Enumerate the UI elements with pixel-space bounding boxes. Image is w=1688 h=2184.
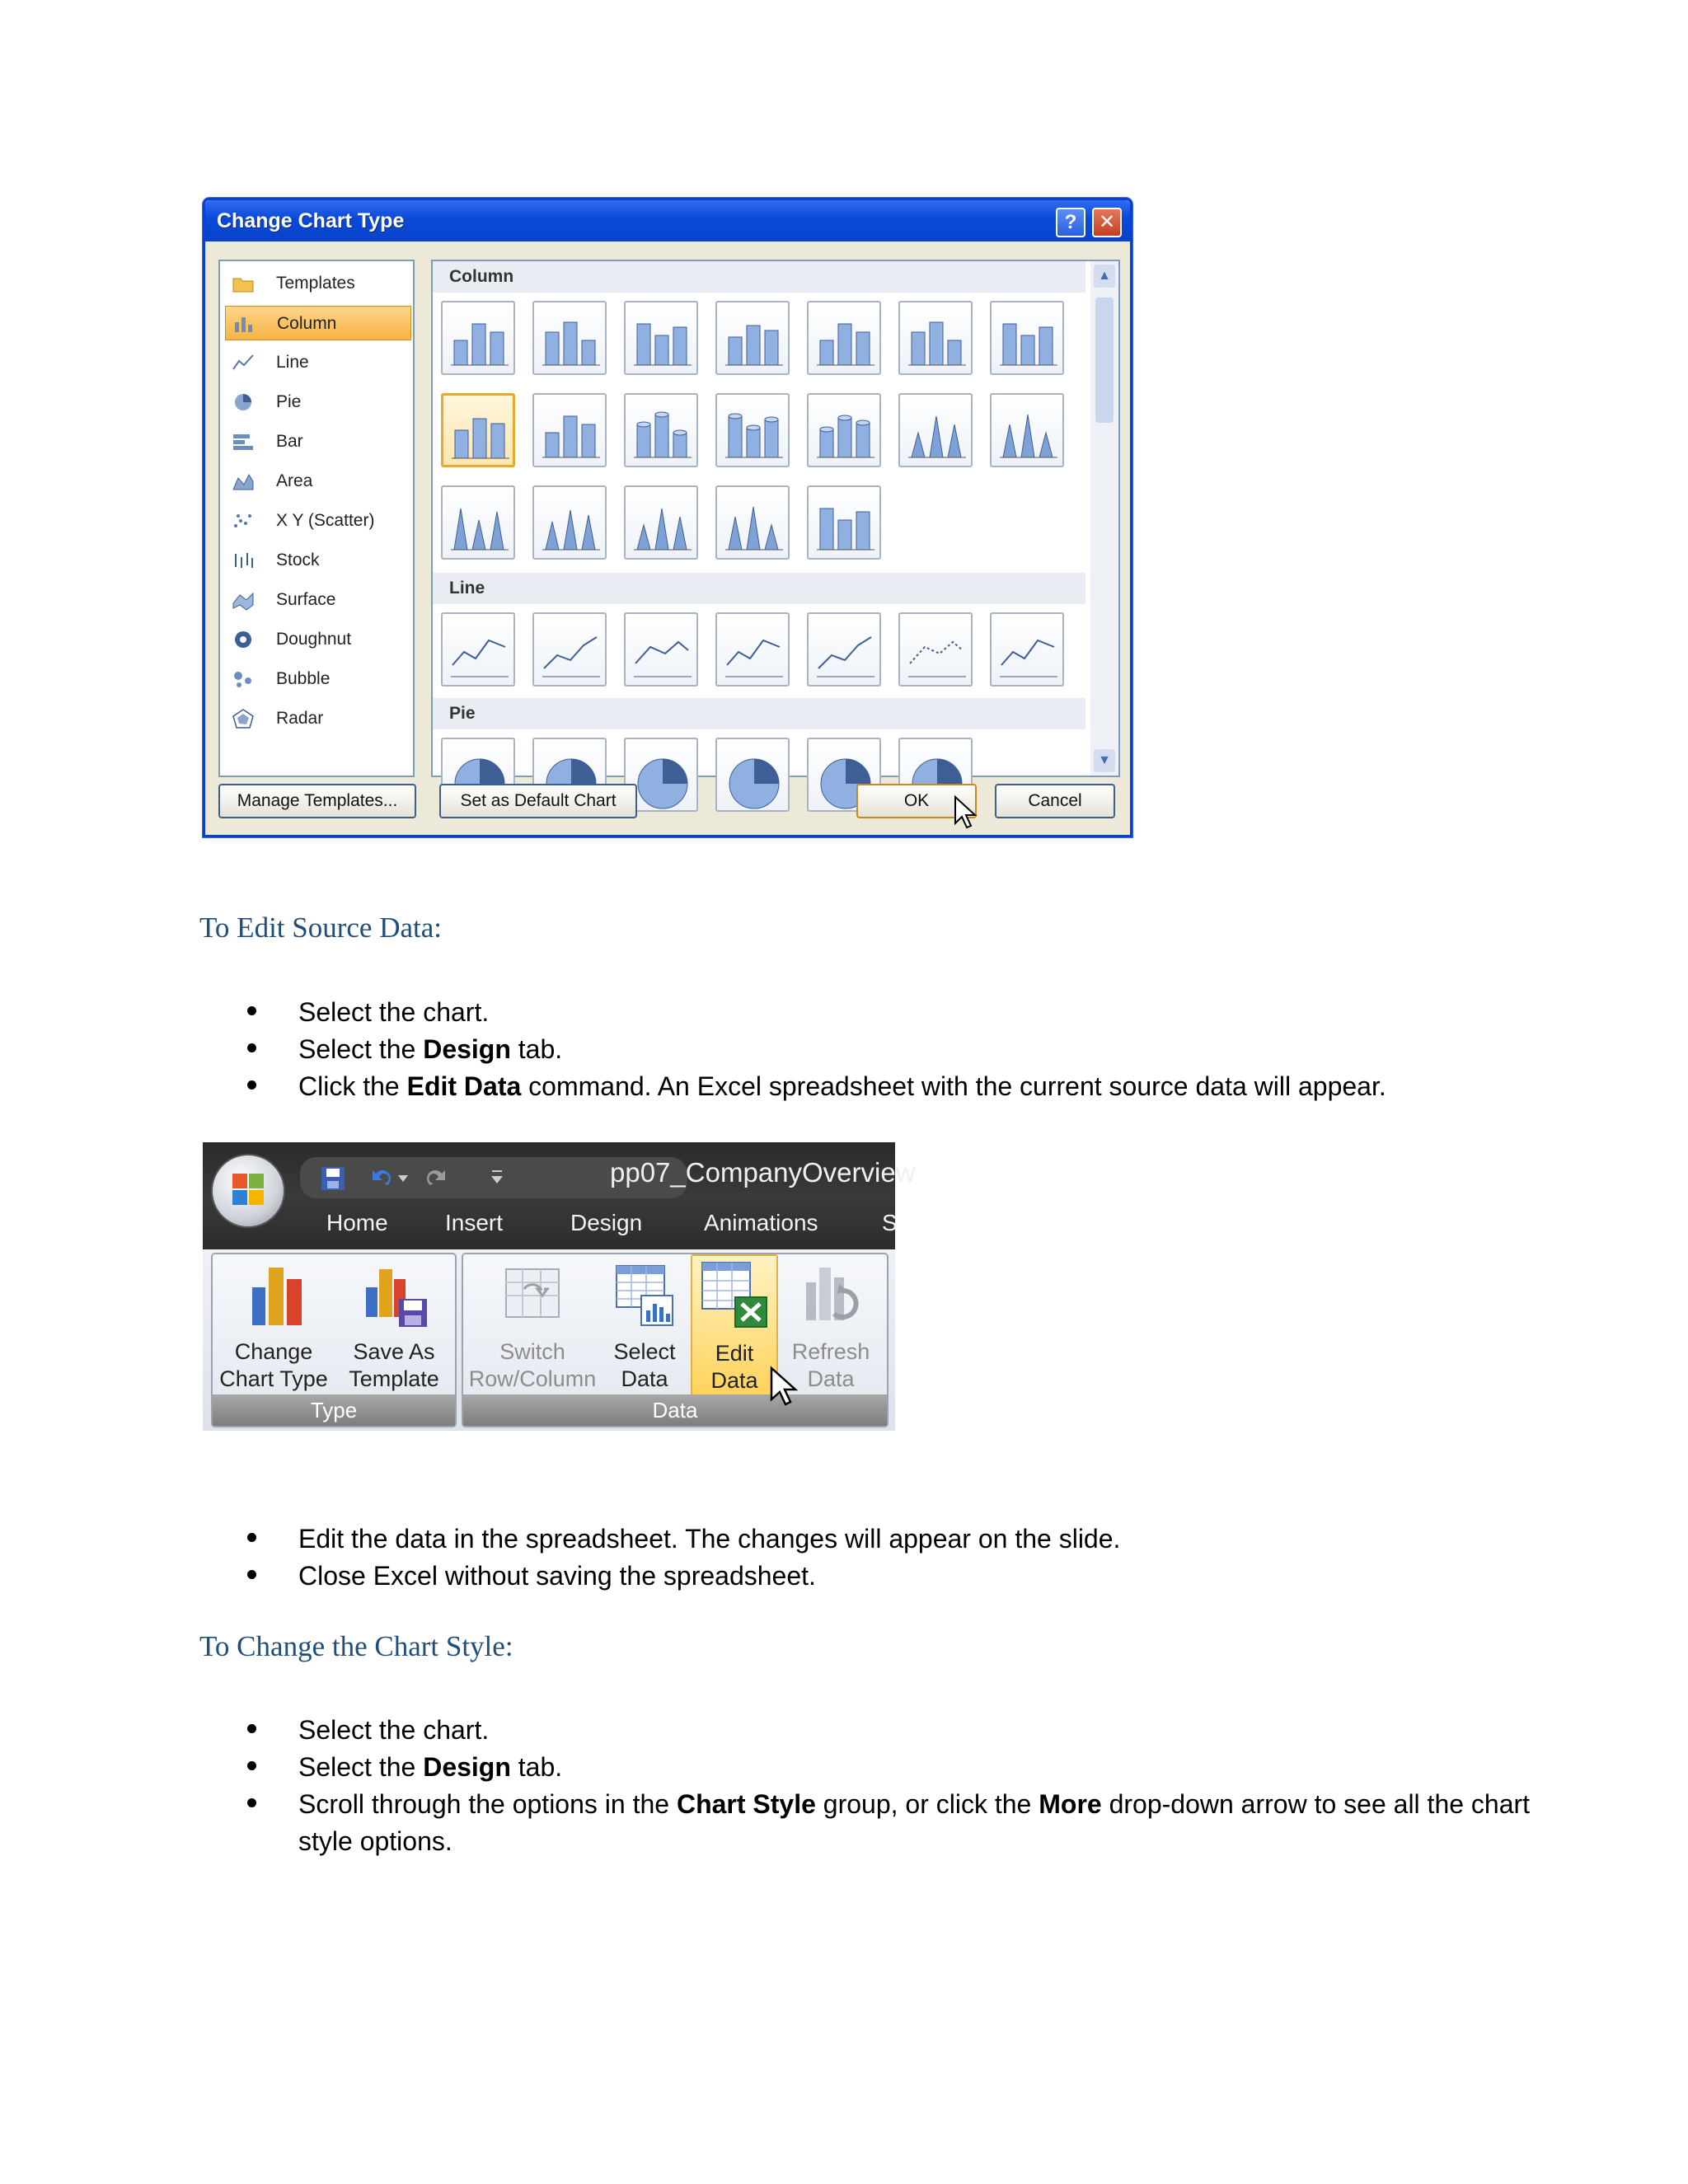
bullet <box>247 1724 256 1733</box>
chart-category-list <box>218 260 415 777</box>
customize-toolbar-icon[interactable] <box>490 1169 504 1187</box>
chart-subtype-thumbnail[interactable] <box>624 393 698 467</box>
step-text: Scroll through the options in the Chart Style group, or click the More drop-down arrow to see all the chart style options. <box>298 1789 1531 1856</box>
change-chart-type-icon <box>249 1263 307 1329</box>
scroll-up-button[interactable]: ▲ <box>1094 265 1115 288</box>
ribbon-title-area <box>203 1142 916 1249</box>
section-header-pie <box>433 698 1085 729</box>
section-header-label: Line <box>449 579 485 598</box>
chart-preview-icon <box>724 748 785 805</box>
chart-subtype-thumbnail[interactable] <box>624 612 698 687</box>
area-chart-icon <box>232 471 255 491</box>
dialog-title: Change Chart Type <box>217 209 405 232</box>
tab-animations[interactable]: Animations <box>704 1210 818 1235</box>
office-logo-icon <box>213 1155 284 1226</box>
category-surface[interactable] <box>225 583 411 617</box>
radar-chart-icon <box>232 709 255 729</box>
chart-subtype-gallery <box>431 260 1120 777</box>
chart-subtype-thumbnail[interactable] <box>441 612 515 687</box>
mouse-pointer-icon <box>954 795 977 830</box>
chart-preview-icon <box>541 403 602 461</box>
pie-chart-icon <box>232 392 255 412</box>
bullet <box>247 1080 256 1090</box>
category-label: Column <box>277 314 337 333</box>
category-label: Radar <box>276 709 324 728</box>
step-text: Select the Design tab. <box>298 1752 563 1782</box>
change-chart-type-dialog <box>203 198 1132 837</box>
category-label: Stock <box>276 551 320 569</box>
category-label: Bubble <box>276 669 331 688</box>
close-button[interactable]: ✕ <box>1092 208 1122 237</box>
line-chart-icon <box>232 353 255 373</box>
category-stock[interactable] <box>225 543 411 578</box>
chart-preview-icon <box>632 403 693 461</box>
step-text: Select the chart. <box>298 997 490 1027</box>
chart-preview-icon <box>998 311 1059 368</box>
chart-preview-icon <box>449 311 510 368</box>
chart-preview-icon <box>449 622 510 680</box>
category-line[interactable] <box>225 345 411 380</box>
bullet <box>247 1570 256 1579</box>
chart-subtype-thumbnail[interactable] <box>532 301 607 375</box>
chart-preview-icon <box>907 403 968 461</box>
surface-chart-icon <box>232 590 255 610</box>
category-label: Doughnut <box>276 630 352 649</box>
ok-button[interactable]: OK <box>856 784 977 818</box>
save-as-template-button[interactable] <box>336 1254 452 1396</box>
category-scatter[interactable] <box>225 504 411 538</box>
step-text: Click the Edit Data command. An Excel spreadsheet with the current source data will appear. <box>298 1071 1386 1101</box>
chart-subtype-thumbnail[interactable] <box>898 612 973 687</box>
chart-preview-icon <box>815 403 876 461</box>
edit-data-button[interactable] <box>691 1254 778 1396</box>
chart-subtype-thumbnail[interactable] <box>715 301 790 375</box>
refresh-data-icon <box>801 1263 864 1329</box>
step-text: Select the Design tab. <box>298 1034 563 1064</box>
chart-subtype-thumbnail[interactable] <box>807 485 881 560</box>
category-pie[interactable] <box>225 385 411 419</box>
bullet <box>247 1798 256 1807</box>
chart-subtype-thumbnail[interactable] <box>807 301 881 375</box>
group-label: Type <box>213 1394 455 1426</box>
category-label: X Y (Scatter) <box>276 511 375 530</box>
button-label: Data <box>621 1366 668 1391</box>
bullet <box>247 1533 256 1542</box>
button-label: Row/Column <box>468 1366 597 1391</box>
category-label: Surface <box>276 590 336 609</box>
button-label: Change <box>234 1339 313 1364</box>
switch-row-column-icon <box>503 1264 562 1322</box>
office-button[interactable] <box>211 1154 285 1228</box>
chart-preview-icon <box>632 495 693 553</box>
button-label: Data <box>807 1366 855 1391</box>
chart-subtype-thumbnail[interactable] <box>624 301 698 375</box>
button-label: Edit <box>715 1341 754 1366</box>
chart-subtype-thumbnail[interactable] <box>990 301 1064 375</box>
button-label: Switch <box>499 1339 565 1364</box>
chart-preview-icon <box>449 495 510 553</box>
help-button[interactable]: ? <box>1056 208 1085 237</box>
ribbon-screenshot <box>203 1142 916 1431</box>
chart-preview-icon <box>815 622 876 680</box>
bubble-chart-icon <box>232 669 255 689</box>
chart-preview-icon <box>724 403 785 461</box>
category-label: Templates <box>276 274 355 293</box>
bullet <box>247 1761 256 1770</box>
chart-preview-icon <box>907 622 968 680</box>
bullet <box>247 1043 256 1052</box>
category-doughnut[interactable] <box>225 622 411 657</box>
chart-preview-icon <box>541 311 602 368</box>
change-chart-type-button[interactable] <box>216 1254 331 1396</box>
chart-subtype-thumbnail[interactable] <box>532 612 607 687</box>
category-area[interactable] <box>225 464 411 499</box>
category-column[interactable] <box>225 306 411 340</box>
chart-preview-icon <box>724 622 785 680</box>
section-header-column <box>433 261 1085 293</box>
button-label: Chart Type <box>219 1366 328 1391</box>
chart-preview-icon <box>815 311 876 368</box>
button-label: Data <box>710 1368 758 1393</box>
chart-subtype-thumbnail[interactable] <box>441 393 515 467</box>
redo-icon[interactable] <box>424 1165 452 1192</box>
chart-subtype-thumbnail[interactable] <box>532 485 607 560</box>
category-bar[interactable] <box>225 424 411 459</box>
chart-preview-icon <box>632 311 693 368</box>
chart-preview-icon <box>541 495 602 553</box>
chart-subtype-thumbnail[interactable] <box>715 612 790 687</box>
section-header-line <box>433 573 1085 604</box>
bullet <box>247 1006 256 1015</box>
section-header-label: Pie <box>449 704 476 723</box>
chart-preview-icon <box>907 311 968 368</box>
category-bubble[interactable] <box>225 662 411 696</box>
section-header-label: Column <box>449 267 514 286</box>
select-data-icon <box>613 1263 676 1329</box>
chart-subtype-thumbnail[interactable] <box>990 393 1064 467</box>
dialog-titlebar <box>205 200 1130 241</box>
manage-templates-button[interactable]: Manage Templates... <box>218 784 416 818</box>
chart-subtype-thumbnail[interactable] <box>624 485 698 560</box>
chart-subtype-thumbnail[interactable] <box>715 485 790 560</box>
mouse-pointer-icon <box>770 1366 798 1408</box>
category-label: Bar <box>276 432 303 451</box>
tab-home[interactable]: Home <box>326 1210 388 1235</box>
chart-preview-icon <box>541 622 602 680</box>
set-default-chart-button[interactable]: Set as Default Chart <box>439 784 637 818</box>
chart-subtype-thumbnail[interactable] <box>441 301 515 375</box>
category-radar[interactable] <box>225 701 411 736</box>
step-text: Select the chart. <box>298 1715 490 1745</box>
section-heading-edit-source-data: To Edit Source Data: <box>199 912 442 944</box>
save-as-template-icon <box>363 1263 429 1332</box>
scatter-chart-icon <box>232 511 255 531</box>
stock-chart-icon <box>232 551 255 570</box>
doughnut-chart-icon <box>232 630 255 649</box>
category-label: Pie <box>276 392 302 411</box>
select-data-button[interactable] <box>602 1254 687 1396</box>
button-label: Template <box>349 1366 439 1391</box>
file-title: pp07_CompanyOverview <box>610 1157 916 1188</box>
edit-data-icon <box>699 1259 771 1330</box>
tab-slide-show[interactable]: S <box>882 1210 898 1235</box>
ribbon-group-data <box>462 1253 889 1427</box>
category-label: Area <box>276 471 313 490</box>
chart-subtype-thumbnail[interactable] <box>441 485 515 560</box>
undo-icon[interactable] <box>366 1165 394 1192</box>
chart-subtype-thumbnail[interactable] <box>898 393 973 467</box>
button-label: Refresh <box>791 1339 870 1364</box>
button-label: Select <box>613 1339 676 1364</box>
chart-subtype-thumbnail[interactable] <box>715 738 790 812</box>
step-text: Edit the data in the spreadsheet. The changes will appear on the slide. <box>298 1524 1121 1554</box>
column-chart-icon <box>232 314 256 334</box>
chart-subtype-thumbnail[interactable] <box>807 393 881 467</box>
category-templates[interactable] <box>225 266 411 301</box>
chart-subtype-thumbnail[interactable] <box>715 393 790 467</box>
undo-dropdown-icon[interactable] <box>397 1174 409 1183</box>
button-label: Save As <box>353 1339 435 1364</box>
bar-chart-icon <box>232 432 255 452</box>
category-label: Line <box>276 353 309 372</box>
chart-preview-icon <box>998 622 1059 680</box>
tab-insert[interactable]: Insert <box>445 1210 504 1235</box>
folder-icon <box>232 274 255 293</box>
gallery-scrollbar[interactable] <box>1090 261 1118 776</box>
chart-preview-icon <box>450 404 511 462</box>
cancel-button[interactable]: Cancel <box>995 784 1115 818</box>
chart-preview-icon <box>724 311 785 368</box>
chart-subtype-thumbnail[interactable] <box>898 301 973 375</box>
chart-preview-icon <box>815 495 876 553</box>
section-heading-change-chart-style: To Change the Chart Style: <box>199 1630 513 1662</box>
scroll-thumb[interactable] <box>1095 298 1114 423</box>
chart-preview-icon <box>632 748 693 805</box>
ribbon-group-type <box>211 1253 457 1427</box>
chart-subtype-thumbnail[interactable] <box>990 612 1064 687</box>
chart-subtype-thumbnail[interactable] <box>807 612 881 687</box>
save-icon[interactable] <box>320 1165 346 1192</box>
chart-preview-icon <box>998 403 1059 461</box>
scroll-down-button[interactable]: ▼ <box>1094 749 1115 772</box>
chart-preview-icon <box>632 622 693 680</box>
chart-preview-icon <box>724 495 785 553</box>
tab-design[interactable]: Design <box>570 1210 643 1235</box>
group-label: Data <box>463 1394 887 1426</box>
chart-subtype-thumbnail[interactable] <box>532 393 607 467</box>
switch-row-column-button[interactable] <box>465 1254 600 1396</box>
step-text: Close Excel without saving the spreadsheet. <box>298 1561 816 1591</box>
